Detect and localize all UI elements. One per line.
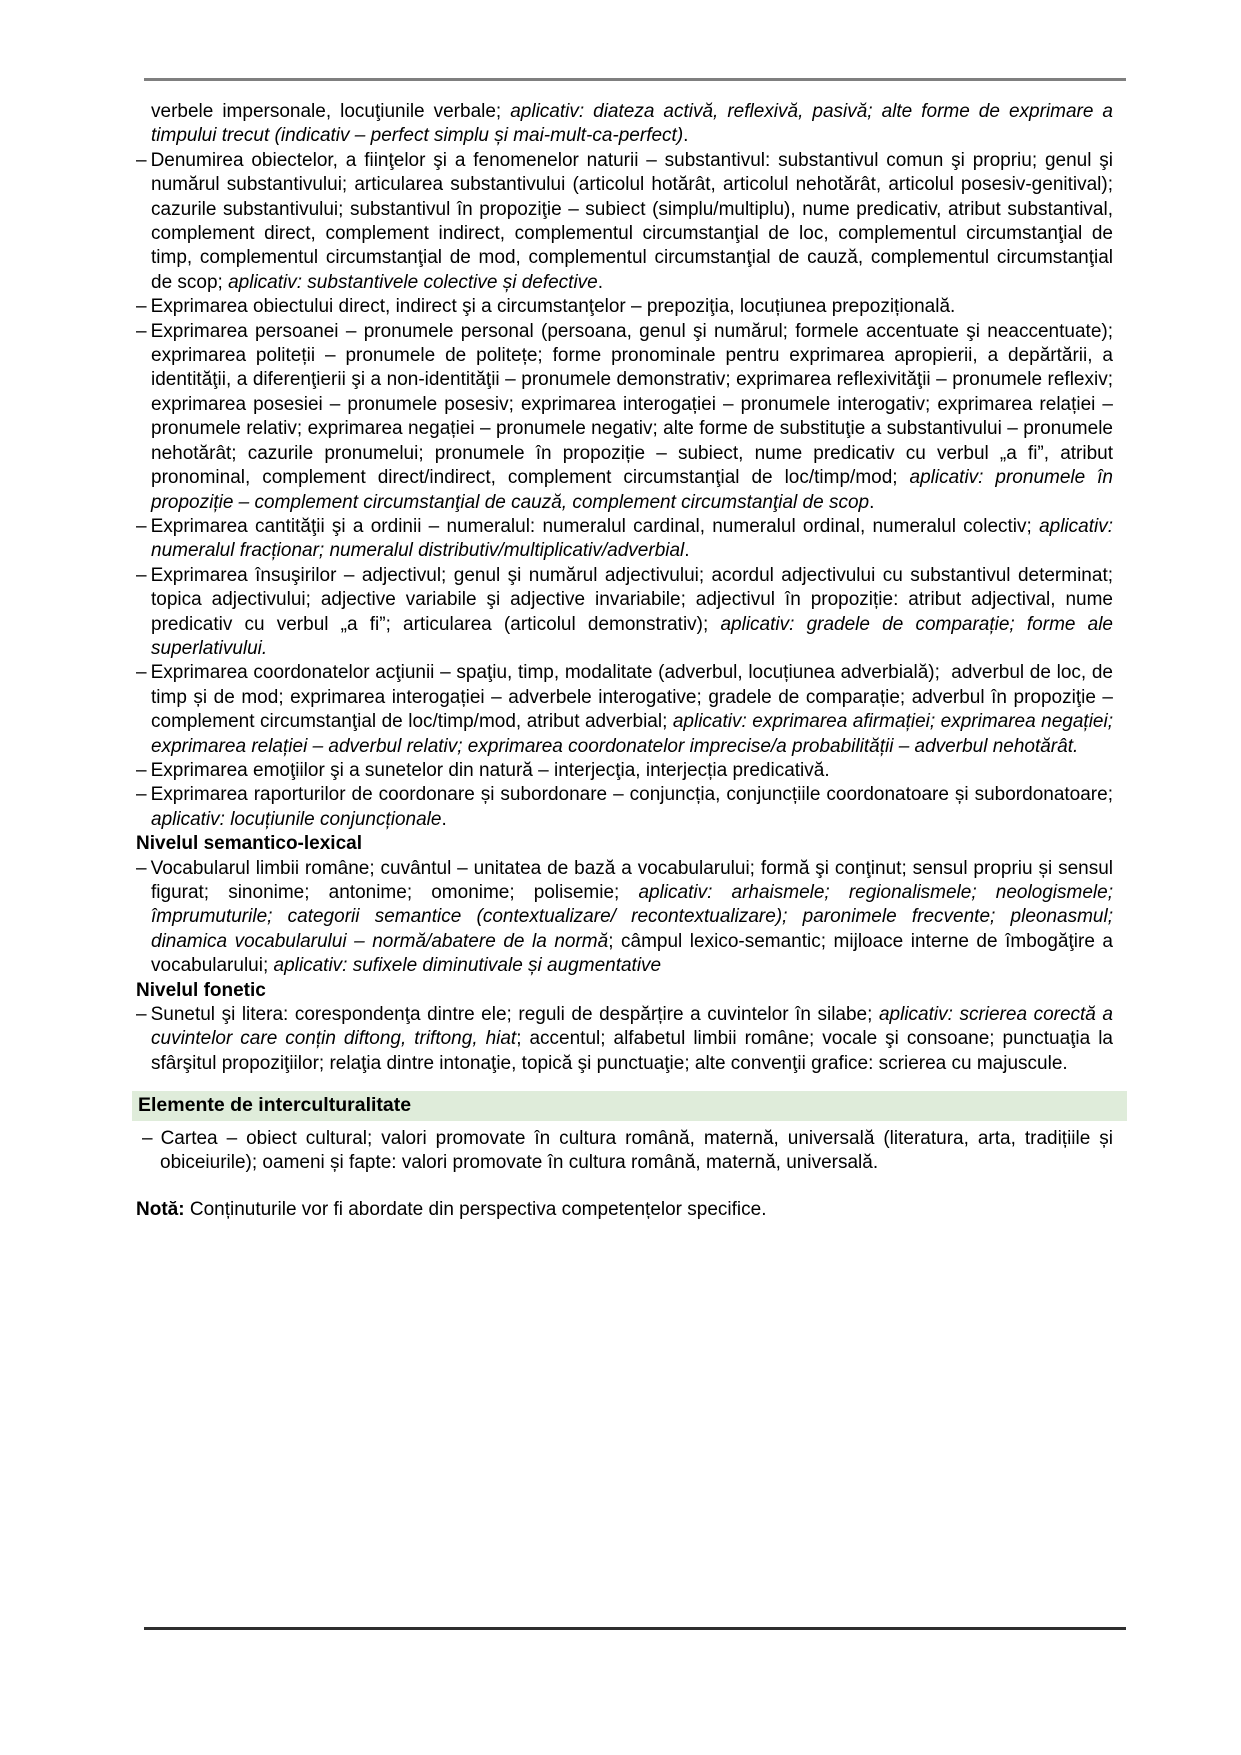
bullet-adverbul [136, 661, 1119, 759]
text-segment: Vocabularul limbii române; cuvântul – unitatea de bază a vocabularului; formă şi conţinut; sensul propriu și sensul figurat; sinonime; antonime; omonime; polisemie; [150, 857, 1119, 903]
text-segment: . [441, 808, 447, 830]
text-segment: Exprimarea persoanei – pronumele personal (persoana, genul şi numărul; formele accentuate şi neaccentuate); exprimarea politeții – pronumele de politețe; forme pronominale pentru exprimarea apropierii, a depărtării, a identităţii, a diferenţierii şi a non-identităţii – pronumele demonstrativ; exprimarea reflexivităţii – pronumele reflexiv; exprimarea posesiei – pronumele posesiv; exprimarea interogației – pronumele interogativ; exprimarea relației – pronumele relativ; exprimarea negației – pronumele negativ; alte forme de substituţie a substantivului – pronumele nehotărât; cazurile pronumelui; pronumele în propoziție – subiect, nume predicativ cu verbul „a fi”, atribut pronominal, complement direct/indirect, complement circumstanţial de loc/timp/mod; [150, 320, 1119, 489]
text-segment: Exprimarea însuşirilor – adjectivul; genul şi numărul adjectivului; acordul adjectivului cu substantivul determinat; topica adjectivului; adjective variabile şi adjective invariabile; adjectivul în propoziție: atribut adjectival, nume predicativ cu verbul „a fi”; articularea (articolul demonstrativ); [150, 564, 1119, 635]
bullet-dash: – [142, 1127, 153, 1149]
bullet-substantivul [136, 149, 1119, 295]
bullet-dash: – [136, 857, 147, 879]
bullet-dash: – [136, 149, 147, 171]
bullet-numeralul [136, 515, 1119, 564]
text-segment: aplicativ: sufixele diminutivale și augmentative [273, 955, 662, 977]
bullet-adjectivul [136, 564, 1119, 662]
text-segment: Conținuturile vor fi abordate din perspectiva competențelor specifice. [184, 1199, 767, 1221]
text-segment: Notă: [136, 1199, 185, 1221]
text-segment: Exprimarea raporturilor de coordonare și subordonare – conjuncția, conjuncțiile coordonatoare și subordonatoare; [150, 784, 1119, 806]
text-segment: . [869, 491, 875, 513]
text-segment: Denumirea obiectelor, a fiinţelor şi a fenomenelor naturii – substantivul: substantivul comun şi propriu; genul şi numărul substantivului; articularea substantivului (articolul hotărât, articolul nehotărât, articolul posesiv-genitival); cazurile substantivului; substantivul în propoziţie – subiect (simplu/multiplu), nume predicativ, atribut substantival, complement direct, complement indirect, complementul circumstanţial de loc, complementul circumstanţial de timp, complementul circumstanţial de mod, complementul circumstanţial de cauză, complementul circumstanţial de scop; [150, 149, 1119, 293]
text-segment: aplicativ: numeralul fracționar; numeralul distributiv/multiplicativ/adverbial [151, 515, 1119, 562]
text-segment: Exprimarea obiectului direct, indirect şi a circumstanţelor – prepoziţia, locuțiunea prepozițională. [150, 296, 956, 318]
text-segment: Nivelul semantico-lexical [136, 833, 362, 855]
text-segment: Nivelul fonetic [136, 979, 266, 1001]
bullet-vocabularul [136, 857, 1124, 979]
bullet-interjectia [136, 759, 1113, 783]
text-segment: verbele impersonale, locuţiunile verbale; [151, 101, 511, 122]
header-rule [144, 78, 1126, 81]
text-segment: aplicativ: pronumele în propoziție – complement circumstanţial de cauză, complement circumstanţial de scop [151, 467, 1119, 513]
text-segment: . [597, 271, 604, 293]
text-segment: aplicativ: diateza activă, reflexivă, pasivă; alte forme de exprimare a timpului trecut (indicativ – perfect simplu și mai-mult-ca-perfect) [151, 101, 1119, 147]
document-content [136, 100, 1124, 1223]
bullet-sunetul-si-litera [136, 1003, 1119, 1076]
text-segment: . [684, 540, 690, 562]
heading-nivelul-semantico-lexical [136, 832, 1113, 856]
text-segment: Elemente de interculturalitate [138, 1094, 412, 1117]
bullet-prepozitia [136, 295, 1113, 319]
text-segment: aplicativ: exprimarea afirmației; exprimarea negației; exprimarea relației – adverbul relativ; exprimarea coordonatelor imprecise/a probabilității – adverbul nehotărât. [151, 711, 1119, 757]
bullet-dash: – [136, 784, 147, 806]
bullet-dash: – [136, 564, 147, 586]
bullet-dash: – [136, 662, 147, 684]
text-segment: aplicativ: gradele de comparație; forme ale superlativului. [151, 613, 1119, 659]
text-segment: aplicativ: locuțiunile conjuncționale [151, 808, 442, 830]
heading-elemente-de-interculturalitate [132, 1091, 1127, 1120]
bullet-pronumele [136, 320, 1119, 515]
heading-nivelul-fonetic [136, 979, 1113, 1003]
bullet-dash: – [136, 759, 147, 781]
text-segment: ; câmpul lexico-semantic; mijloace interne de îmbogăţire a vocabularului; [151, 930, 1119, 977]
bullet-dash: – [136, 320, 147, 342]
text-segment: aplicativ: scrierea corectă a cuvintelor care conțin diftong, triftong, hiat [151, 1004, 1119, 1050]
bullet-dash: – [136, 1004, 147, 1026]
paragraph-verbe-impersonale [136, 100, 1119, 149]
text-segment: ; accentul; alfabetul limbii române; vocale şi consoane; punctuaţia la sfârşitul propoziţiilor; relaţia dintre intonaţie, topică şi punctuaţie; alte convenţii grafice: scrierea cu majuscule. [151, 1028, 1119, 1074]
text-segment: Exprimarea coordonatelor acţiunii – spaţiu, timp, modalitate (adverbul, locuțiunea adverbială); adverbul de loc, de timp și de mod; exprimarea interogației – adverbele interogative; gradele de comparație; adverbul în propoziţie – complement circumstanţial de loc/timp/mod, atribut adverbial; [150, 662, 1119, 733]
text-segment: . [683, 125, 689, 147]
note-continuturi [136, 1198, 1113, 1222]
text-segment: aplicativ: arhaismele; regionalismele; neologismele; împrumuturile; categorii semantice (contextualizare/ recontextualizare); paronimele frecvente; pleonasmul; dinamica vocabularului – normă/abatere de la normă [151, 882, 1124, 952]
text-segment: Exprimarea cantităţii şi a ordinii – numeralul: numeralul cardinal, numeralul ordinal, numeralul colectiv; [150, 515, 1040, 537]
text-segment: Sunetul şi litera: corespondenţa dintre ele; reguli de despărțire a cuvintelor în silabe; [150, 1004, 879, 1026]
bullet-conjunctia [136, 783, 1119, 832]
text-segment: Exprimarea emoţiilor şi a sunetelor din natură – interjecţia, interjecția predicativă. [150, 759, 830, 781]
text-segment: Cartea – obiect cultural; valori promovate în cultura română, maternă, universală (literatura, arta, tradițiile și obiceiurile); oameni și fapte: valori promovate în cultura română, maternă, universală. [160, 1127, 1119, 1174]
bullet-cartea [142, 1127, 1119, 1176]
bullet-dash: – [136, 515, 147, 537]
text-segment: aplicativ: substantivele colective și defective [228, 271, 598, 293]
footer-rule [144, 1627, 1126, 1630]
bullet-dash: – [136, 296, 147, 318]
